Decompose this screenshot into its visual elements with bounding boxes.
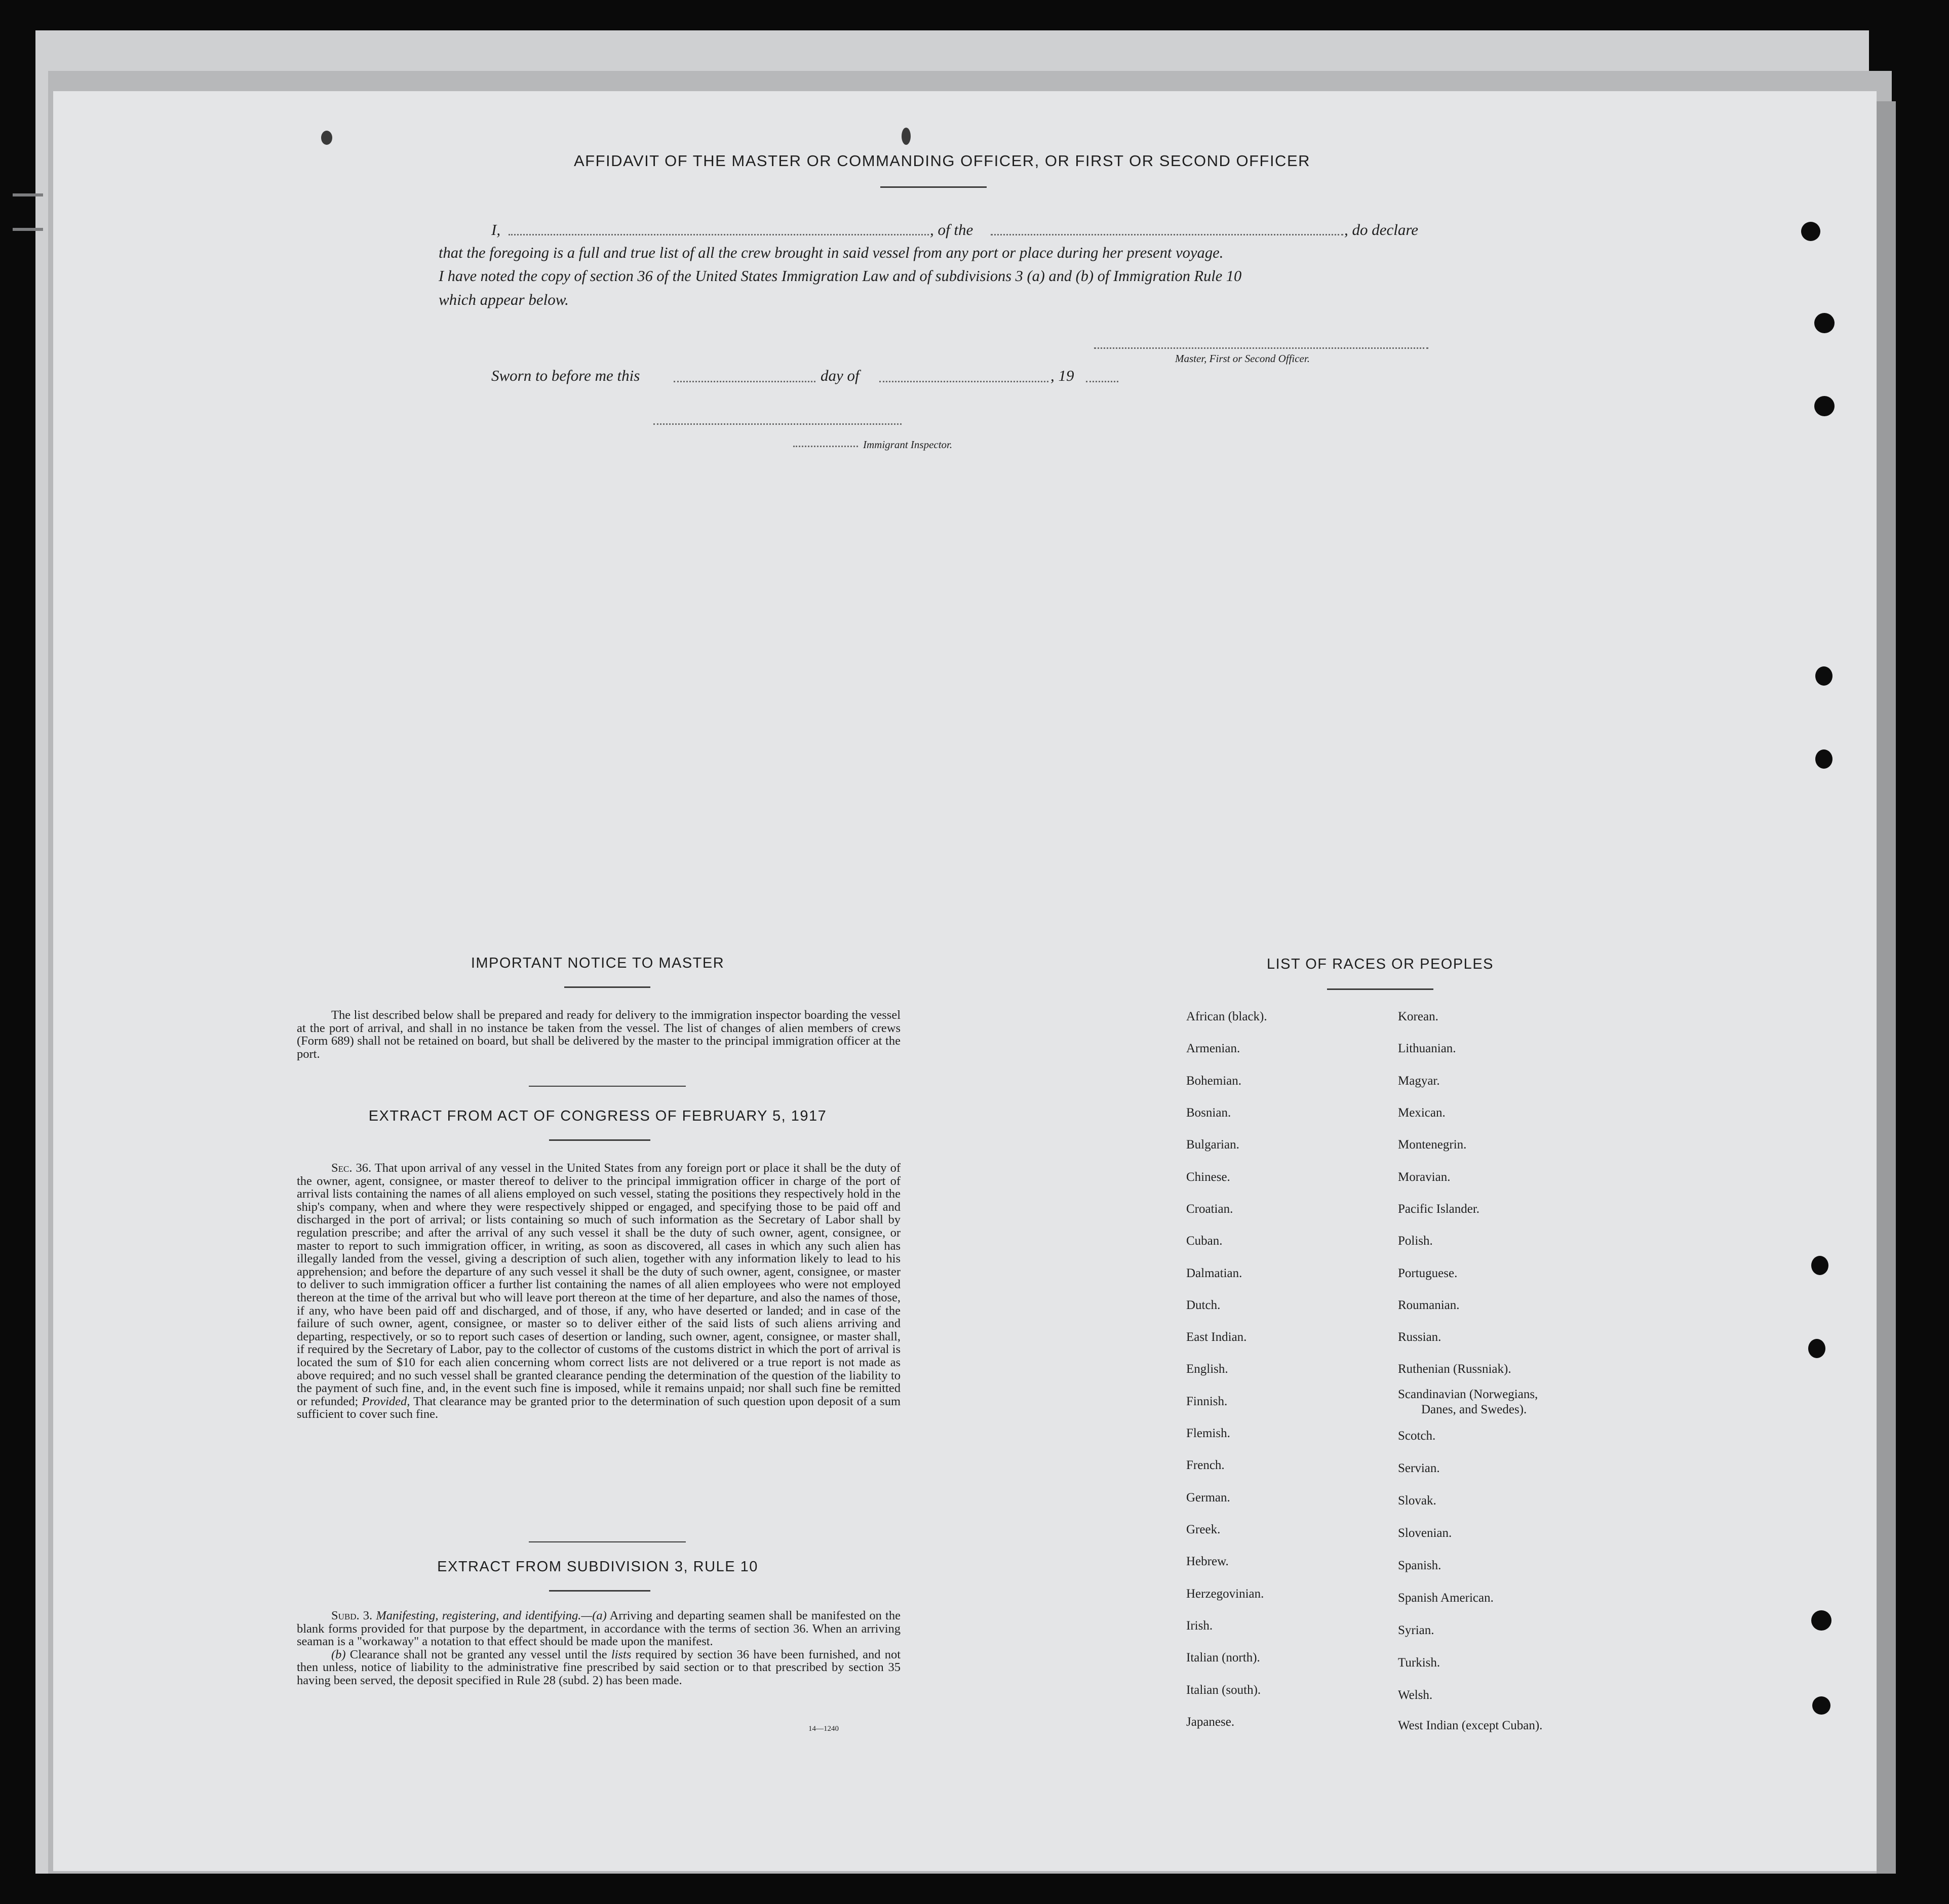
inspector-dots: [793, 446, 858, 447]
provided-label: Provided,: [362, 1394, 410, 1408]
subd-label: Subd. 3.: [331, 1609, 373, 1622]
affidavit-line4: which appear below.: [439, 291, 569, 308]
race-item: Chinese.: [1186, 1170, 1230, 1184]
race-item: Lithuanian.: [1398, 1042, 1456, 1055]
race-item: Montenegrin.: [1398, 1138, 1467, 1152]
race-item: Cuban.: [1186, 1234, 1223, 1248]
race-item: Servian.: [1398, 1461, 1440, 1475]
race-item: German.: [1186, 1491, 1230, 1504]
subd-a-text: Arriving and departing seamen shall be manifested on the blank forms provided for that purpose by the department, in accordance with the terms of section 36. When an arriving seaman is a "workaway" a notation to that effect should be made upon the manifest.: [297, 1609, 901, 1649]
race-item: Spanish.: [1398, 1559, 1441, 1572]
binding-hole: [1812, 1696, 1830, 1715]
race-item: Bulgarian.: [1186, 1138, 1239, 1152]
race-item: Portuguese.: [1398, 1266, 1458, 1280]
race-item: Russian.: [1398, 1330, 1441, 1344]
title-rule: [880, 186, 987, 188]
races-title: LIST OF RACES OR PEOPLES: [1266, 956, 1494, 972]
race-item: Italian (north).: [1186, 1651, 1260, 1664]
race-item: East Indian.: [1186, 1330, 1247, 1344]
rule-rule: [549, 1590, 650, 1592]
name-blank: [509, 234, 929, 235]
race-item: Spanish American.: [1398, 1591, 1494, 1605]
vessel-blank: [991, 234, 1343, 235]
race-item: English.: [1186, 1362, 1228, 1376]
binding-hole: [1815, 666, 1833, 686]
binding-hole: [321, 131, 332, 145]
race-item: Ruthenian (Russniak).: [1398, 1362, 1511, 1376]
act-title: EXTRACT FROM ACT OF CONGRESS OF FEBRUARY 5, 1917: [368, 1108, 827, 1124]
race-item: Japanese.: [1186, 1715, 1235, 1729]
race-item: Scotch.: [1398, 1429, 1436, 1443]
race-item: Scandinavian (Norwegians,: [1398, 1387, 1538, 1401]
race-item: Pacific Islander.: [1398, 1202, 1480, 1216]
race-item: West Indian (except Cuban).: [1398, 1719, 1543, 1732]
race-item: Slovenian.: [1398, 1526, 1452, 1540]
affidavit-line3: I have noted the copy of section 36 of the United States Immigration Law and of subdivisions 3 (a) and (b) of Immigration Rule 10: [439, 267, 1242, 285]
document-page: [53, 91, 1877, 1871]
subd-heading: Manifesting, registering, and identifying.—(a): [376, 1609, 607, 1622]
act-end-rule: [529, 1541, 686, 1542]
race-item: Mexican.: [1398, 1106, 1446, 1120]
race-item: Danes, and Swedes).: [1421, 1403, 1527, 1416]
section-label: Sec. 36.: [331, 1161, 372, 1175]
binding-hole: [1814, 313, 1835, 333]
year-blank: [1086, 381, 1118, 382]
edge-mark: [13, 193, 43, 196]
notice-title: IMPORTANT NOTICE TO MASTER: [471, 955, 725, 971]
race-item: Irish.: [1186, 1619, 1213, 1633]
race-item: Turkish.: [1398, 1656, 1440, 1670]
edge-mark: [13, 228, 43, 231]
b-text-2: required by section 36 have been furnished, and not then unless, notice of liability to the administrative fine prescribed by said section or to that prescribed by section 35 having been served, the deposit specified in Rule 28 (subd. 2) has been made.: [297, 1647, 901, 1687]
binding-hole: [1801, 222, 1820, 241]
affidavit-declare: , do declare: [1344, 221, 1419, 239]
affidavit-title: AFFIDAVIT OF THE MASTER OR COMMANDING OFFICER, OR FIRST OR SECOND OFFICER: [573, 152, 1311, 170]
race-item: Slovak.: [1398, 1494, 1436, 1508]
race-item: Herzegovinian.: [1186, 1587, 1264, 1601]
b-label: (b): [331, 1647, 346, 1661]
binding-hole: [1811, 1610, 1831, 1631]
race-item: Korean.: [1398, 1010, 1438, 1023]
provided-text: That clearance may be granted prior to the determination of such question upon deposit of a sum sufficient to cover such fine.: [297, 1394, 901, 1421]
b-text-1: Clearance shall not be granted any vessel until the: [349, 1647, 607, 1661]
race-item: Dutch.: [1186, 1298, 1221, 1312]
race-item: Finnish.: [1186, 1395, 1228, 1408]
act-text: [297, 1162, 901, 1421]
race-item: African (black).: [1186, 1010, 1267, 1023]
race-item: Polish.: [1398, 1234, 1433, 1248]
officer-signature-label: Master, First or Second Officer.: [1175, 352, 1310, 365]
affidavit-i: I,: [491, 221, 501, 239]
notice-end-rule: [529, 1086, 686, 1087]
day-of: day of: [821, 367, 860, 384]
rule-title: EXTRACT FROM SUBDIVISION 3, RULE 10: [437, 1559, 758, 1575]
notice-rule: [564, 986, 650, 988]
officer-signature-line: [1094, 347, 1428, 349]
race-item: Hebrew.: [1186, 1555, 1229, 1568]
race-item: Welsh.: [1398, 1688, 1433, 1702]
inspector-label: Immigrant Inspector.: [863, 439, 953, 451]
race-item: French.: [1186, 1458, 1225, 1472]
affidavit-line2: that the foregoing is a full and true list of all the crew brought in said vessel from any port or place during her present voyage.: [439, 244, 1224, 261]
rule-text: [297, 1609, 901, 1687]
race-item: Moravian.: [1398, 1170, 1451, 1184]
race-item: Greek.: [1186, 1523, 1221, 1536]
race-item: Magyar.: [1398, 1074, 1440, 1088]
binding-hole: [1808, 1339, 1825, 1358]
race-item: Roumanian.: [1398, 1298, 1460, 1312]
section-36-text: That upon arrival of any vessel in the United States from any foreign port or place it shall be the duty of the owner, agent, consignee, or master thereof to deliver to the principal immigration officer in charge of the port of arrival lists containing the names of all aliens employed on such vessel, stating the positions they respectively hold in the ship's company, when and where they were respectively shipped or engaged, and specifying those to be paid off and discharged in the port of arrival; or lists containing so much of such information as the Secretary of Labor shall by regulation prescribe; and after the arrival of any such vessel it shall be the duty of such owner, agent, consignee, or master to report to such immigration officer, in writing, as soon as discovered, all cases in which any such alien has illegally landed from the vessel, giving a description of such alien, together with any information likely to lead to his apprehension; and before the departure of any such vessel it shall be the duty of such owner, agent, consignee, or master to deliver to such immigration officer a further list containing the names of all alien employees who were not employed thereon at the time of the arrival but who will leave port thereon at the time of her departure, and also the names of those, if any, who have been paid off and discharged, and of those, if any, who have deserted or landed; and in case of the failure of such owner, agent, consignee, or master so to deliver either of the said lists of such aliens arriving and departing, respectively, or so to report such cases of desertion or landing, such owner, agent, consignee, or master shall, if required by the Secretary of Labor, pay to the collector of customs of the customs district in which the port of arrival is located the sum of $10 for each alien concerning whom correct lists are not delivered or a true report is not made as above required; and no such vessel shall be granted clearance pending the determination of the question of the liability to the payment of such fine, and, in the event such fine is imposed, while it remains unpaid; nor shall such fine be remitted or refunded;: [297, 1161, 901, 1408]
act-rule: [549, 1139, 650, 1141]
sworn-before: Sworn to before me this: [491, 367, 640, 384]
inspector-signature-line: [653, 423, 902, 425]
page-edge: [1877, 101, 1896, 1874]
race-item: Armenian.: [1186, 1042, 1240, 1055]
binding-hole: [1815, 749, 1833, 769]
race-item: Italian (south).: [1186, 1683, 1261, 1697]
race-item: Bosnian.: [1186, 1106, 1231, 1120]
binding-hole: [1811, 1256, 1828, 1275]
b-lists: lists: [611, 1647, 632, 1661]
race-item: Flemish.: [1186, 1426, 1230, 1440]
affidavit-of-the: , of the: [930, 221, 973, 239]
binding-hole: [1814, 396, 1835, 416]
binding-hole: [902, 128, 911, 145]
year-prefix: , 19: [1050, 367, 1074, 384]
race-item: Croatian.: [1186, 1202, 1233, 1216]
month-blank: [879, 381, 1048, 382]
form-number: 14—1240: [808, 1725, 839, 1733]
race-item: Dalmatian.: [1186, 1266, 1242, 1280]
race-item: Syrian.: [1398, 1623, 1434, 1637]
race-item: Bohemian.: [1186, 1074, 1242, 1088]
day-blank: [674, 381, 815, 382]
notice-text: The list described below shall be prepared and ready for delivery to the immigration inspector boarding the vessel at the port of arrival, and shall in no instance be taken from the vessel. The list of changes of alien members of crews (Form 689) shall not be retained on board, but shall be delivered by the master to the principal immigration officer at the port.: [297, 1008, 901, 1061]
races-rule: [1327, 988, 1433, 990]
